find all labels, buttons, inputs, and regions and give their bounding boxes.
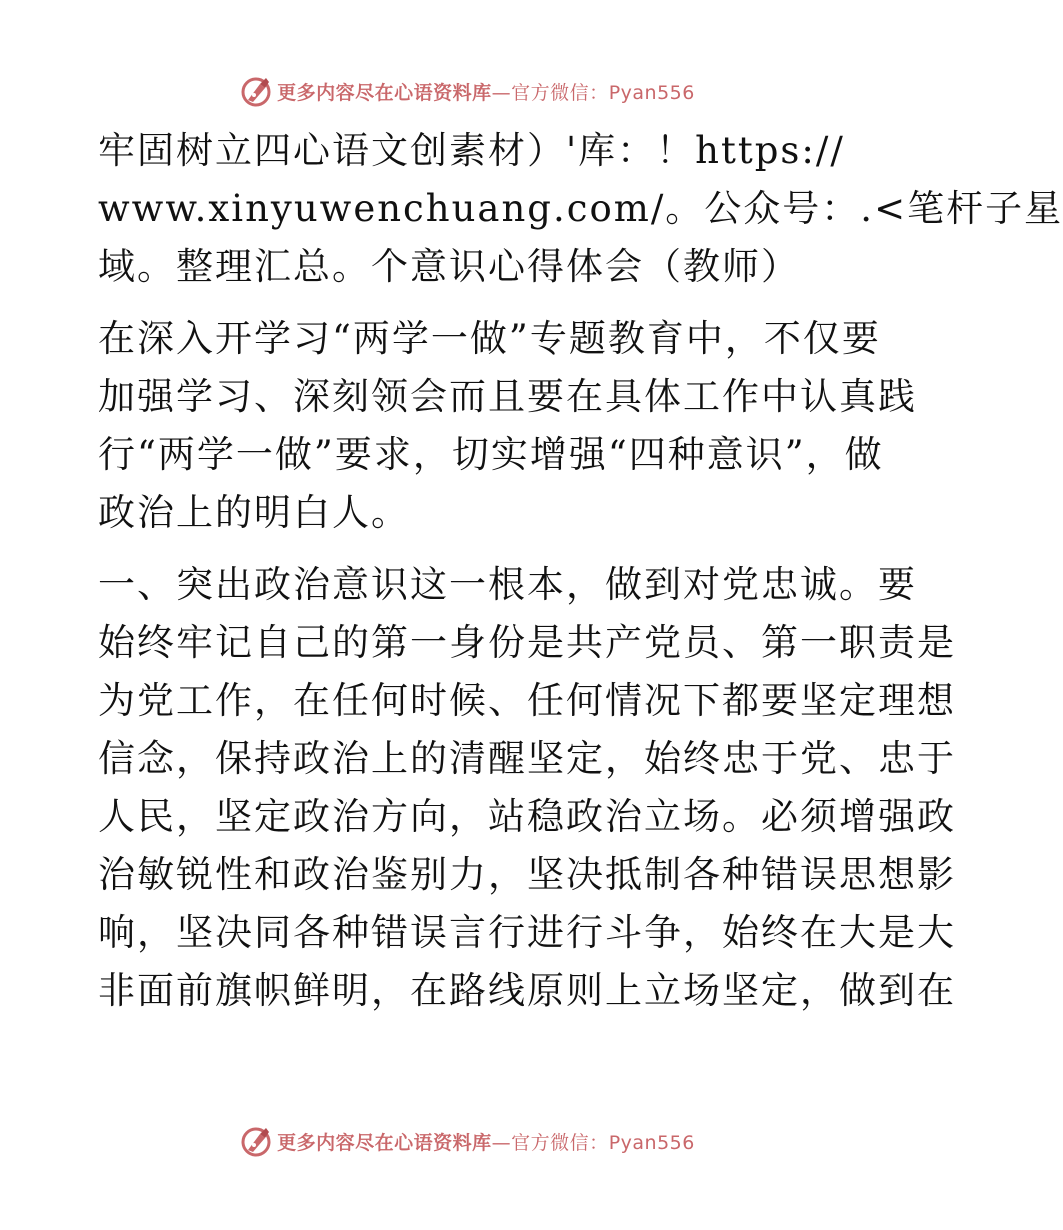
text-line: 非面前旗帜鲜明，在路线原则上立场坚定，做到在 [98, 969, 956, 1012]
paragraph-political-awareness [98, 556, 956, 1020]
text-line: 行“两学一做”要求，切实增强“四种意识”，做 [98, 433, 884, 476]
wechat-label: 官方微信： [511, 1131, 609, 1154]
text-line: 信念，保持政治上的清醒坚定，始终忠于党、忠于 [98, 737, 956, 780]
banner-separator: — [491, 1131, 512, 1154]
text-line: 牢固树立四心语文创素材）'库：！https:// [98, 129, 845, 172]
header-banner-text [277, 78, 695, 105]
wechat-label: 官方微信： [511, 81, 609, 104]
footer-banner [0, 1121, 950, 1161]
site-name: 更多内容尽在心语资料库 [277, 1131, 492, 1154]
paragraph-intro [98, 122, 1063, 296]
footer-banner-text [277, 1128, 695, 1155]
text-line: 在深入开学习“两学一做”专题教育中，不仅要 [98, 317, 881, 360]
pen-nib-circle-icon [239, 1124, 273, 1158]
paragraph-two-study [98, 310, 917, 542]
site-name: 更多内容尽在心语资料库 [277, 81, 492, 104]
text-line: 始终牢记自己的第一身份是共产党员、第一职责是 [98, 621, 956, 664]
footer-banner-content [239, 1124, 695, 1158]
text-line: 域。整理汇总。个意识心得体会（教师） [98, 245, 800, 288]
wechat-id: Pyan556 [608, 1131, 695, 1154]
text-line: 一、突出政治意识这一根本，做到对党忠诚。要 [98, 563, 917, 606]
header-banner-content [239, 74, 695, 108]
text-line: www.xinyuwenchuang.com/。公众号：.<笔杆子星 [98, 187, 1063, 230]
pen-nib-circle-icon [239, 74, 273, 108]
text-line: 政治上的明白人。 [98, 491, 410, 534]
text-line: 加强学习、深刻领会而且要在具体工作中认真践 [98, 375, 917, 418]
text-line: 人民，坚定政治方向，站稳政治立场。必须增强政 [98, 795, 956, 838]
header-banner [0, 71, 950, 111]
document-body [98, 122, 1063, 1020]
text-line: 治敏锐性和政治鉴别力，坚决抵制各种错误思想影 [98, 853, 956, 896]
wechat-id: Pyan556 [608, 81, 695, 104]
banner-separator: — [491, 81, 512, 104]
text-line: 为党工作，在任何时候、任何情况下都要坚定理想 [98, 679, 956, 722]
text-line: 响，坚决同各种错误言行进行斗争，始终在大是大 [98, 911, 956, 954]
